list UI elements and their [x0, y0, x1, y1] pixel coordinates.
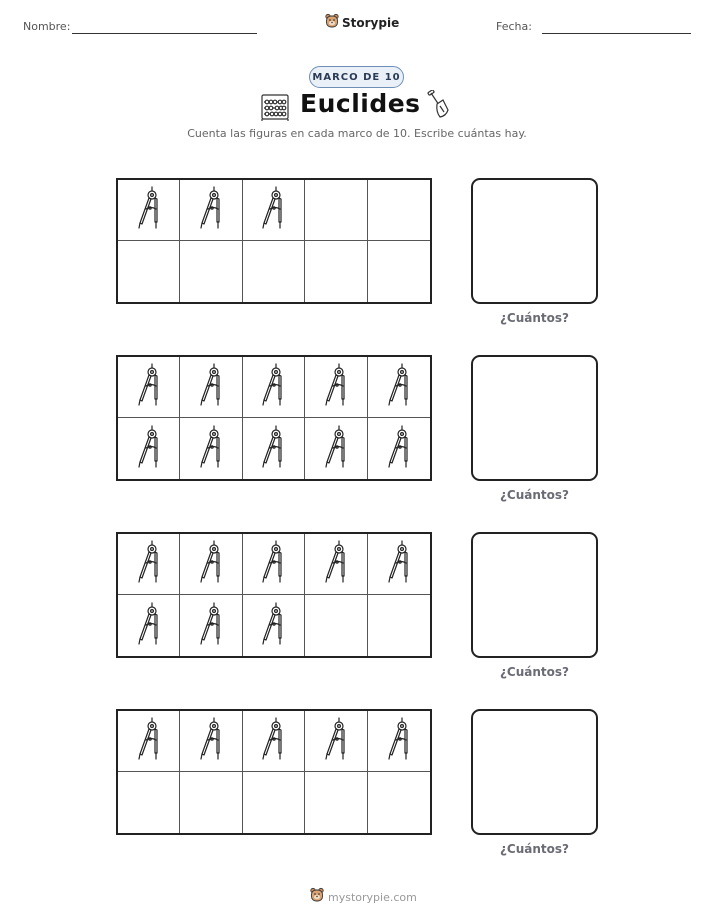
ten-frame-cell	[180, 241, 242, 302]
ten-frame-cell	[243, 772, 305, 833]
ten-frame-cell	[118, 241, 180, 302]
ten-frame-cell	[180, 357, 242, 418]
ten-frame-cell	[368, 711, 430, 772]
brand	[325, 13, 399, 33]
drafting-compass-icon	[132, 539, 166, 589]
brand-name: Storypie	[342, 16, 400, 30]
name-label: Nombre:	[23, 20, 71, 33]
drafting-compass-icon	[194, 716, 228, 766]
ten-frame-cell	[305, 418, 367, 479]
ten-frame-3	[116, 532, 432, 658]
storypie-logo-icon	[325, 13, 339, 33]
drafting-compass-icon	[132, 601, 166, 651]
drafting-compass-icon	[194, 185, 228, 235]
drafting-compass-icon	[382, 716, 416, 766]
footer	[310, 887, 417, 907]
answer-label-3: ¿Cuántos?	[499, 665, 570, 679]
ten-frame-cell	[180, 418, 242, 479]
ten-frame-cell	[118, 418, 180, 479]
drafting-compass-icon	[319, 539, 353, 589]
ten-frame-cell	[305, 534, 367, 595]
drafting-compass-icon	[194, 601, 228, 651]
ten-frame-cell	[368, 772, 430, 833]
drafting-compass-icon	[132, 424, 166, 474]
instructions: Cuenta las figuras en cada marco de 10. Escribe cuántas hay.	[187, 127, 527, 140]
answer-box-4[interactable]	[471, 709, 598, 835]
ten-frame-cell	[118, 595, 180, 656]
answer-box-3[interactable]	[471, 532, 598, 658]
ten-frame-cell	[118, 357, 180, 418]
drafting-compass-icon	[132, 716, 166, 766]
ten-frame-cell	[243, 711, 305, 772]
ten-frame-cell	[368, 241, 430, 302]
storypie-logo-icon	[310, 887, 324, 907]
drafting-compass-icon	[132, 362, 166, 412]
ten-frame-cell	[243, 595, 305, 656]
ten-frame-cell	[243, 418, 305, 479]
answer-box-1[interactable]	[471, 178, 598, 304]
ten-frame-cell	[368, 595, 430, 656]
name-line[interactable]	[72, 33, 257, 34]
answer-box-2[interactable]	[471, 355, 598, 481]
ten-frame-cell	[118, 534, 180, 595]
ten-frame-cell	[305, 595, 367, 656]
ten-frame-cell	[368, 357, 430, 418]
date-label: Fecha:	[496, 20, 532, 33]
ten-frame-cell	[118, 772, 180, 833]
ten-frame-cell	[243, 180, 305, 241]
ten-frame-cell	[180, 711, 242, 772]
ten-frame-cell	[118, 711, 180, 772]
drafting-compass-icon	[194, 424, 228, 474]
drafting-compass-icon	[319, 716, 353, 766]
ten-frame-cell	[180, 534, 242, 595]
ten-frame-cell	[305, 772, 367, 833]
ten-frame-cell	[243, 534, 305, 595]
ten-frame-cell	[368, 180, 430, 241]
page-title: Euclides	[300, 89, 421, 118]
ten-frame-cell	[305, 241, 367, 302]
drafting-compass-icon	[256, 424, 290, 474]
shovel-icon	[426, 90, 450, 124]
ten-frame-cell	[305, 180, 367, 241]
topic-badge: MARCO DE 10	[309, 66, 404, 88]
drafting-compass-icon	[194, 362, 228, 412]
date-line[interactable]	[542, 33, 691, 34]
ten-frame-4	[116, 709, 432, 835]
ten-frame-cell	[180, 180, 242, 241]
footer-url[interactable]: mystorypie.com	[328, 890, 417, 904]
drafting-compass-icon	[256, 601, 290, 651]
ten-frame-cell	[368, 418, 430, 479]
answer-label-2: ¿Cuántos?	[499, 488, 570, 502]
ten-frame-cell	[180, 772, 242, 833]
drafting-compass-icon	[382, 362, 416, 412]
ten-frame-cell	[180, 595, 242, 656]
ten-frame-cell	[243, 241, 305, 302]
abacus-icon	[260, 92, 290, 126]
drafting-compass-icon	[256, 716, 290, 766]
ten-frame-cell	[305, 357, 367, 418]
drafting-compass-icon	[256, 362, 290, 412]
ten-frame-cell	[118, 180, 180, 241]
answer-label-1: ¿Cuántos?	[499, 311, 570, 325]
drafting-compass-icon	[132, 185, 166, 235]
drafting-compass-icon	[319, 424, 353, 474]
ten-frame-1	[116, 178, 432, 304]
drafting-compass-icon	[319, 362, 353, 412]
drafting-compass-icon	[256, 185, 290, 235]
drafting-compass-icon	[382, 424, 416, 474]
drafting-compass-icon	[194, 539, 228, 589]
drafting-compass-icon	[256, 539, 290, 589]
ten-frame-cell	[305, 711, 367, 772]
ten-frame-cell	[368, 534, 430, 595]
answer-label-4: ¿Cuántos?	[499, 842, 570, 856]
drafting-compass-icon	[382, 539, 416, 589]
ten-frame-2	[116, 355, 432, 481]
ten-frame-cell	[243, 357, 305, 418]
